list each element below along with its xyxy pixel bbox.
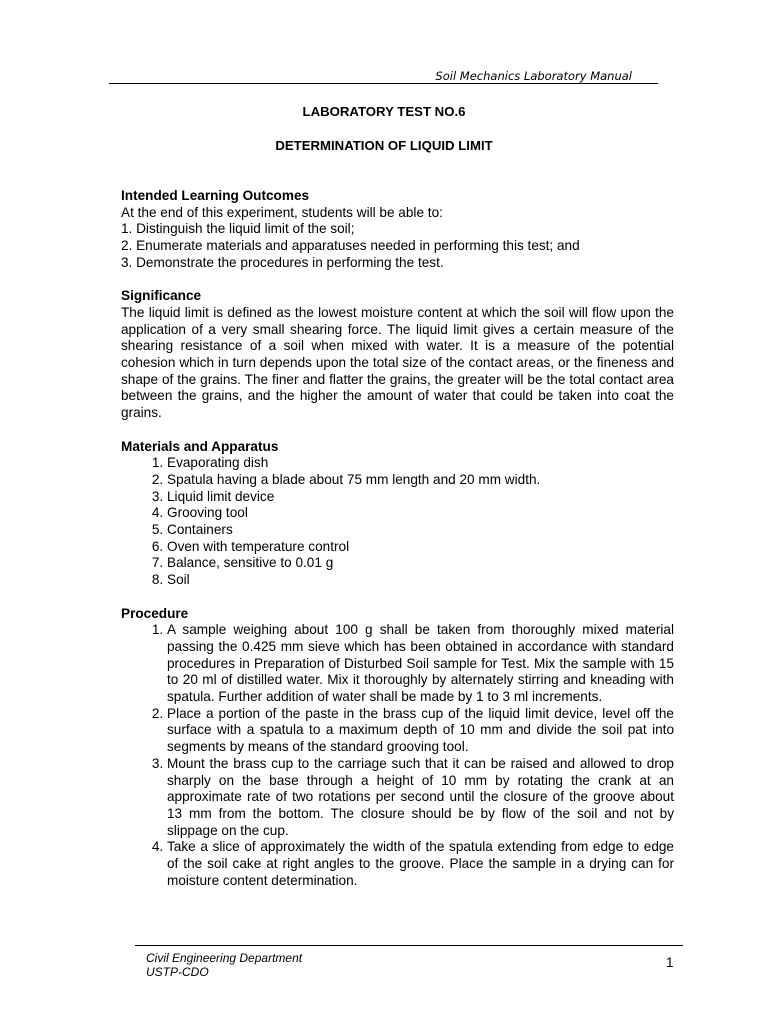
outcome-item: 1. Distinguish the liquid limit of the soil; <box>121 221 355 237</box>
page-header <box>109 66 658 84</box>
significance-heading: Significance <box>121 288 202 304</box>
list-item: 3. Liquid limit device <box>167 489 674 506</box>
procedure-step: 2. Place a portion of the paste in the brass cup of the liquid limit device, level off the surface with a spatula to a maximum depth of 10 mm and divide the soil pat into segments by means of the standard grooving tool. <box>167 706 674 756</box>
significance-text: The liquid limit is defined as the lowest moisture content at which the soil will flow upon the application of a very small shearing force. The liquid limit gives a certain measure of the shearing resistance of a soil when mixed with water. It is a measure of the potential cohesion which in turn depends upon the total size of the contact areas, or the fineness and shape of the grains. The finer and flatter the grains, the greater will be the total contact area between the grains, and the higher the amount of water that could be taken into coat the grains. <box>121 304 674 421</box>
list-item: 8. Soil <box>167 572 674 589</box>
institution-name: USTP-CDO <box>146 965 209 979</box>
footer-divider <box>135 945 683 946</box>
significance-section <box>121 288 674 422</box>
outcomes-intro: At the end of this experiment, students will be able to: <box>121 204 443 220</box>
procedure-section <box>121 606 674 890</box>
outcome-item: 2. Enumerate materials and apparatuses needed in performing this test; and <box>121 238 580 254</box>
procedure-step: 1. A sample weighing about 100 g shall be taken from thoroughly mixed material passing the 0.425 mm sieve which has been obtained in accordance with standard procedures in Preparation of Disturbed Soil sample for Test. Mix the sample with 15 to 20 ml of distilled water. Mix it thoroughly by alternately stirring and kneading with spatula. Further addition of water shall be made by 1 to 3 ml increments. <box>167 622 674 706</box>
list-item: 7. Balance, sensitive to 0.01 g <box>167 555 674 572</box>
procedure-step: 3. Mount the brass cup to the carriage such that it can be raised and allowed to drop sharply on the base through a height of 10 mm by rotating the crank at an approximate rate of two rotations per second until the closure of the groove about 13 mm from the bottom. The closure should be by flow of the soil and not by slippage on the cup. <box>167 756 674 840</box>
test-number-heading: LABORATORY TEST NO.6 <box>302 104 466 119</box>
department-name: Civil Engineering Department <box>146 951 303 965</box>
list-item: 5. Containers <box>167 522 674 539</box>
list-item: 6. Oven with temperature control <box>167 539 674 556</box>
outcomes-heading: Intended Learning Outcomes <box>121 188 310 203</box>
test-title-heading: DETERMINATION OF LIQUID LIMIT <box>275 138 493 153</box>
procedure-step: 4. Take a slice of approximately the width of the spatula extending from edge to edge of the soil cake at right angles to the groove. Place the sample in a drying can for moisture content determination. <box>167 839 674 889</box>
materials-list <box>121 455 674 589</box>
manual-title: Soil Mechanics Laboratory Manual <box>435 69 632 83</box>
list-item: 2. Spatula having a blade about 75 mm length and 20 mm width. <box>167 472 674 489</box>
procedure-list <box>121 622 674 889</box>
outcomes-section <box>121 188 674 272</box>
list-item: 1. Evaporating dish <box>167 455 674 472</box>
materials-heading: Materials and Apparatus <box>121 438 279 454</box>
materials-section <box>121 439 674 589</box>
list-item: 4. Grooving tool <box>167 505 674 522</box>
footer-department-block <box>146 951 302 979</box>
document-body <box>121 188 674 889</box>
page-number: 1 <box>666 955 674 970</box>
outcome-item: 3. Demonstrate the procedures in performing the test. <box>121 254 444 270</box>
procedure-heading: Procedure <box>121 605 189 621</box>
